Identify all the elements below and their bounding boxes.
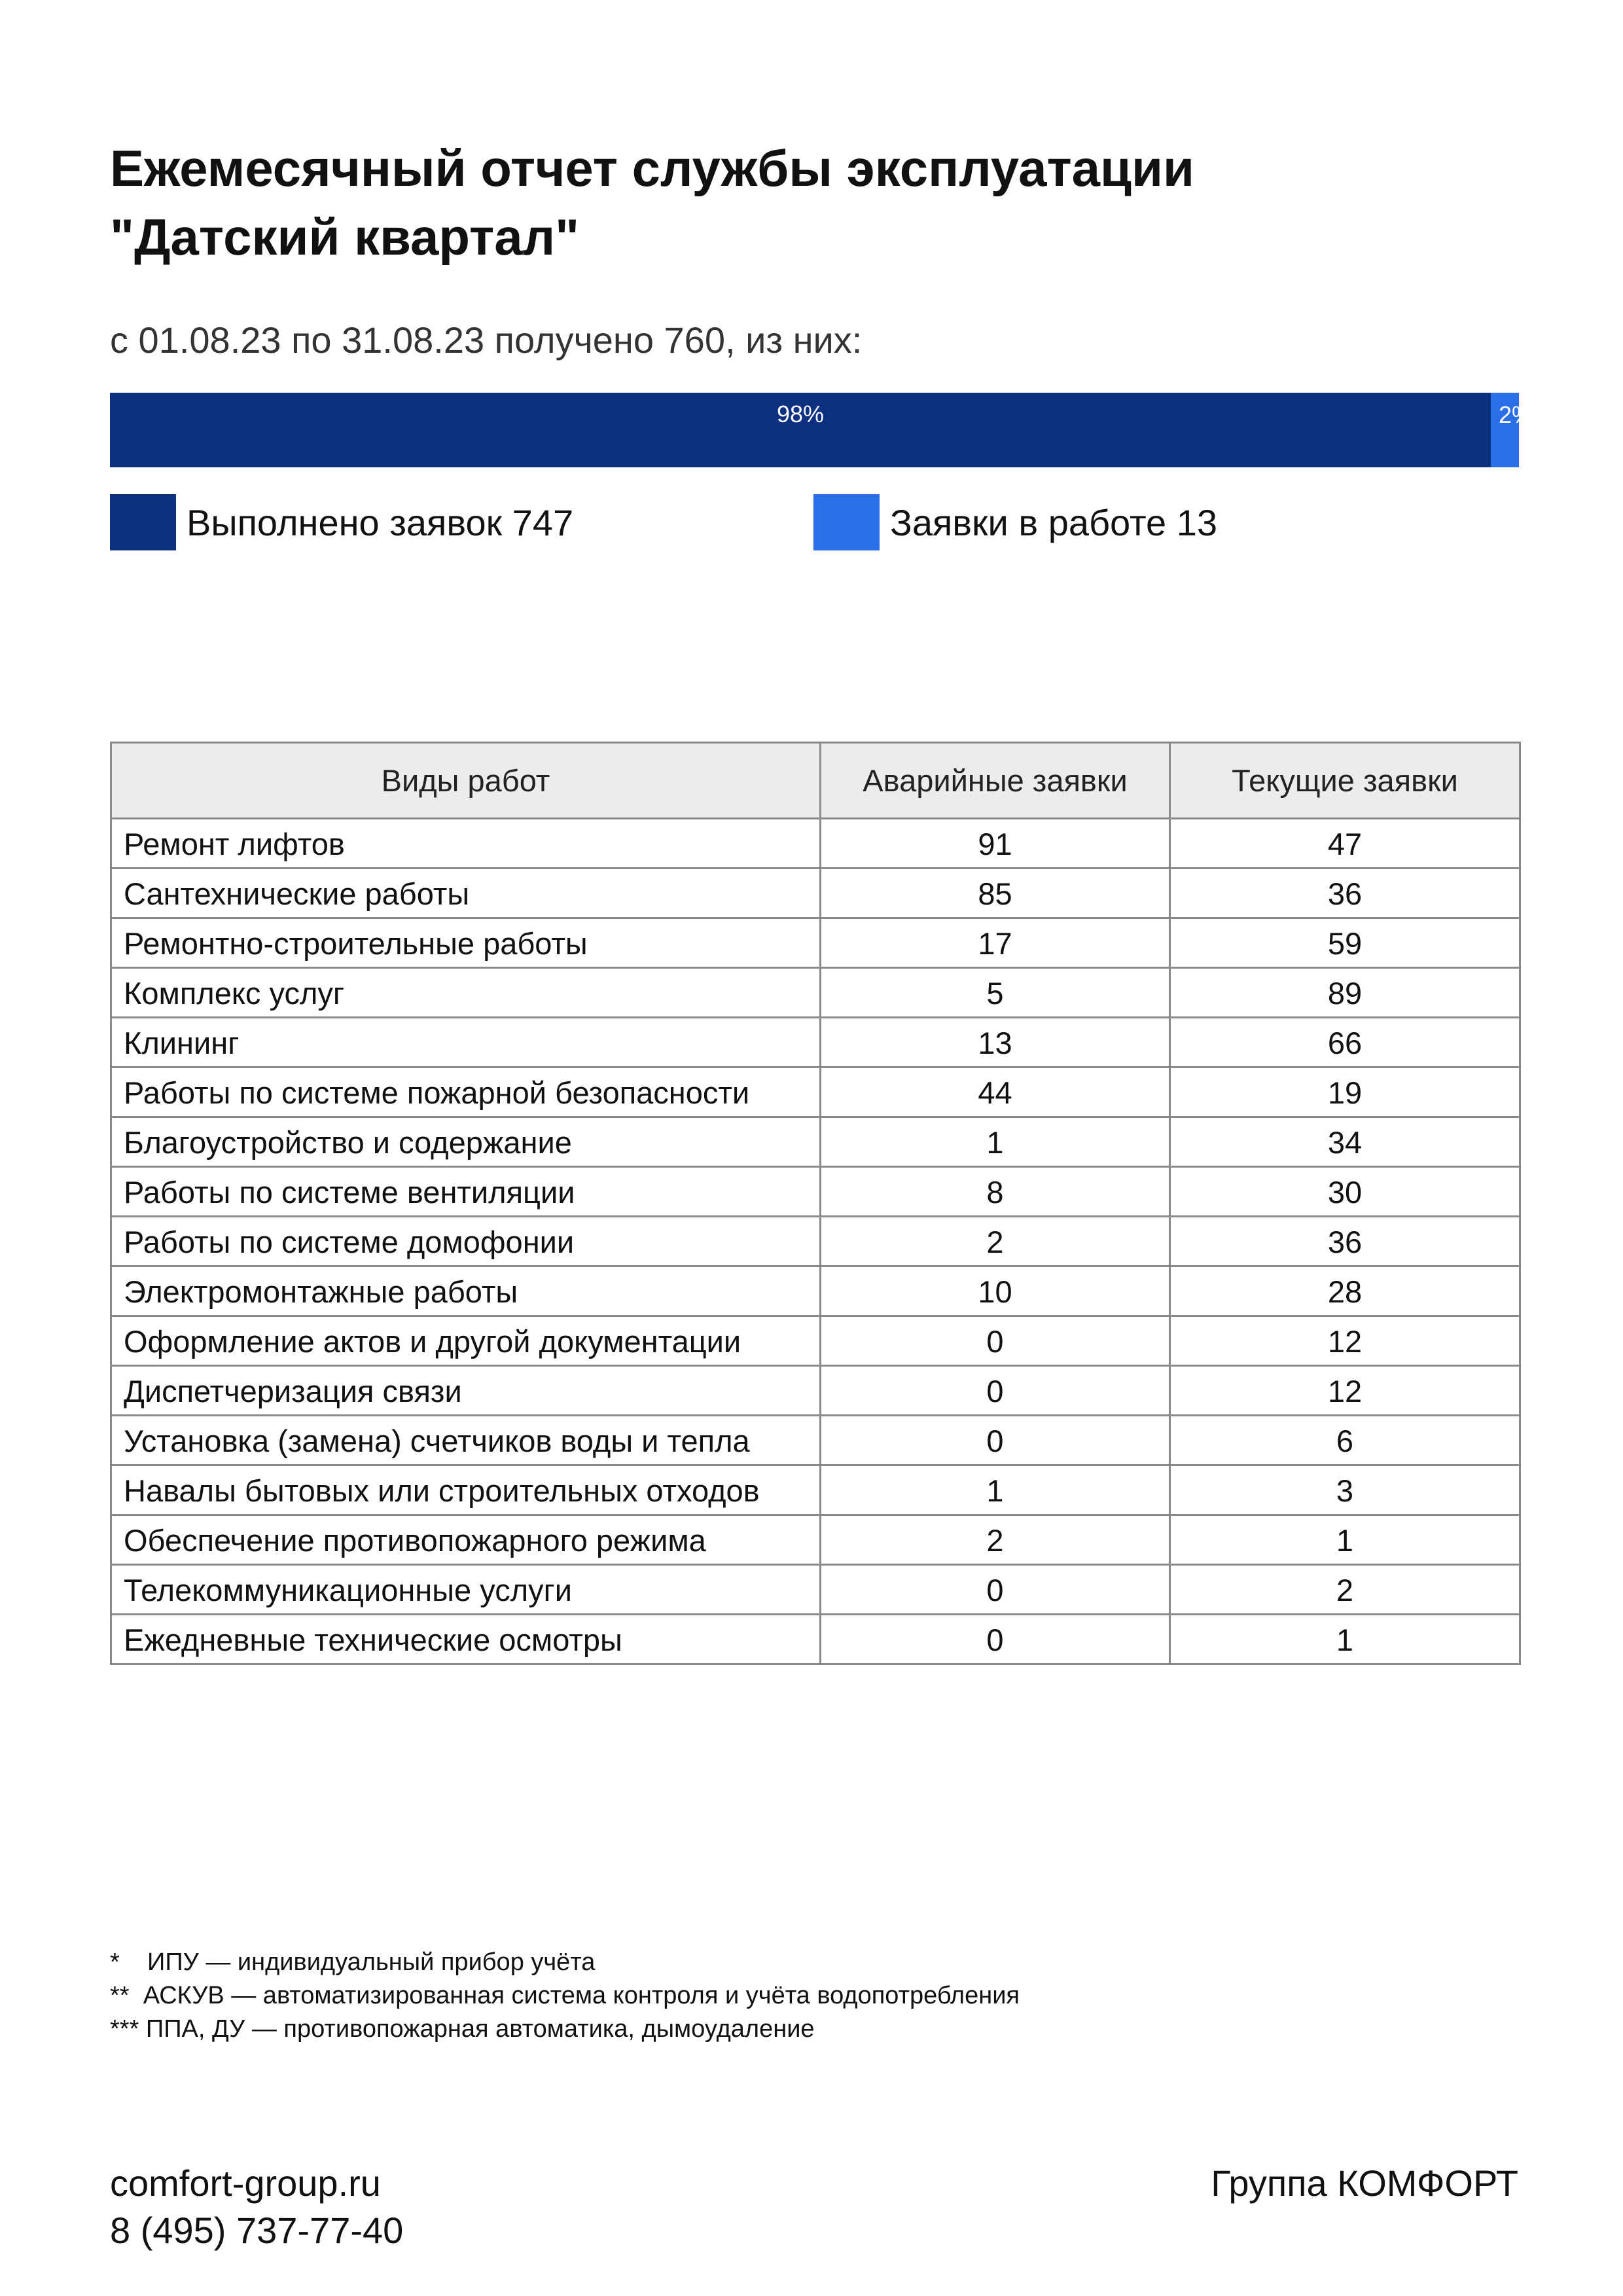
emergency-count-cell: 1 <box>821 1117 1170 1167</box>
current-count-cell: 36 <box>1170 1217 1520 1266</box>
progress-done-segment <box>110 393 1491 467</box>
work-type-cell: Благоустройство и содержание <box>111 1117 821 1167</box>
emergency-count-cell: 0 <box>821 1416 1170 1465</box>
footer-contacts <box>110 2160 403 2254</box>
report-period-summary: с 01.08.23 по 31.08.23 получено 760, из них: <box>110 319 863 361</box>
work-type-cell: Телекоммуникационные услуги <box>111 1565 821 1615</box>
requests-progress-bar <box>110 393 1533 467</box>
current-count-cell: 30 <box>1170 1167 1520 1217</box>
emergency-count-cell: 1 <box>821 1465 1170 1515</box>
current-count-cell: 47 <box>1170 819 1520 869</box>
footer-website: comfort-group.ru <box>110 2162 381 2204</box>
emergency-count-cell: 0 <box>821 1366 1170 1416</box>
current-count-cell: 12 <box>1170 1366 1520 1416</box>
work-type-cell: Работы по системе домофонии <box>111 1217 821 1266</box>
table-row <box>111 1366 1520 1416</box>
work-type-cell: Работы по системе вентиляции <box>111 1167 821 1217</box>
table-row <box>111 1067 1520 1117</box>
emergency-count-cell: 0 <box>821 1316 1170 1366</box>
progress-done-percent: 98% <box>776 401 824 427</box>
current-count-cell: 59 <box>1170 918 1520 968</box>
footer-company: Группа КОМФОРТ <box>1211 2162 1518 2204</box>
work-type-cell: Оформление актов и другой документации <box>111 1316 821 1366</box>
current-count-cell: 1 <box>1170 1515 1520 1565</box>
work-type-cell: Обеспечение противопожарного режима <box>111 1515 821 1565</box>
legend-label-in-work: Заявки в работе 13 <box>890 501 1217 543</box>
progress-in-work-percent: 2% <box>1498 401 1533 428</box>
current-count-cell: 19 <box>1170 1067 1520 1117</box>
report-title-line-1: Ежемесячный отчет службы эксплуатации <box>110 139 1194 197</box>
table-row <box>111 1615 1520 1664</box>
table-row <box>111 968 1520 1018</box>
emergency-count-cell: 0 <box>821 1565 1170 1615</box>
column-header-emergency: Аварийные заявки <box>821 743 1170 819</box>
legend-swatch-done <box>110 494 176 550</box>
table-row <box>111 1217 1520 1266</box>
current-count-cell: 6 <box>1170 1416 1520 1465</box>
emergency-count-cell: 44 <box>821 1067 1170 1117</box>
work-type-cell: Диспетчеризация связи <box>111 1366 821 1416</box>
current-count-cell: 89 <box>1170 968 1520 1018</box>
table-row <box>111 1515 1520 1565</box>
current-count-cell: 2 <box>1170 1565 1520 1615</box>
emergency-count-cell: 13 <box>821 1018 1170 1067</box>
emergency-count-cell: 85 <box>821 869 1170 918</box>
emergency-count-cell: 2 <box>821 1217 1170 1266</box>
work-type-cell: Установка (замена) счетчиков воды и тепла <box>111 1416 821 1465</box>
footnotes <box>110 1946 1020 2046</box>
work-type-cell: Комплекс услуг <box>111 968 821 1018</box>
emergency-count-cell: 0 <box>821 1615 1170 1664</box>
report-title <box>110 134 1517 272</box>
table-row <box>111 1316 1520 1366</box>
work-type-cell: Ежедневные технические осмотры <box>111 1615 821 1664</box>
emergency-count-cell: 91 <box>821 819 1170 869</box>
current-count-cell: 12 <box>1170 1316 1520 1366</box>
work-type-cell: Клининг <box>111 1018 821 1067</box>
table-row <box>111 819 1520 869</box>
footnote-ipu: * ИПУ — индивидуальный прибор учёта <box>110 1948 596 1976</box>
table-row <box>111 869 1520 918</box>
current-count-cell: 36 <box>1170 869 1520 918</box>
table-row <box>111 918 1520 968</box>
table-body <box>111 819 1520 1664</box>
table-row <box>111 1465 1520 1515</box>
emergency-count-cell: 2 <box>821 1515 1170 1565</box>
work-type-cell: Ремонт лифтов <box>111 819 821 869</box>
current-count-cell: 28 <box>1170 1266 1520 1316</box>
legend-swatch-in-work <box>813 494 880 550</box>
legend-item-done <box>110 494 573 550</box>
footnote-askuv: ** АСКУВ — автоматизированная система контроля и учёта водопотребления <box>110 1982 1020 2009</box>
emergency-count-cell: 17 <box>821 918 1170 968</box>
current-count-cell: 1 <box>1170 1615 1520 1664</box>
legend-item-in-work <box>813 494 1217 550</box>
work-type-cell: Работы по системе пожарной безопасности <box>111 1067 821 1117</box>
column-header-work-type: Виды работ <box>111 743 821 819</box>
current-count-cell: 34 <box>1170 1117 1520 1167</box>
emergency-count-cell: 8 <box>821 1167 1170 1217</box>
footer-phone: 8 (495) 737-77-40 <box>110 2210 404 2251</box>
column-header-current: Текущие заявки <box>1170 743 1520 819</box>
emergency-count-cell: 10 <box>821 1266 1170 1316</box>
footnote-ppa: *** ППА, ДУ — противопожарная автоматика, дымоудаление <box>110 2015 815 2043</box>
current-count-cell: 66 <box>1170 1018 1520 1067</box>
table-row <box>111 1565 1520 1615</box>
table-row <box>111 1167 1520 1217</box>
table-row <box>111 1266 1520 1316</box>
current-count-cell: 3 <box>1170 1465 1520 1515</box>
table-row <box>111 1117 1520 1167</box>
report-title-line-2: "Датский квартал" <box>110 208 580 266</box>
table-header-row <box>111 743 1520 819</box>
work-type-cell: Электромонтажные работы <box>111 1266 821 1316</box>
progress-in-work-segment <box>1491 393 1533 467</box>
table-row <box>111 1416 1520 1465</box>
table-row <box>111 1018 1520 1067</box>
legend-label-done: Выполнено заявок 747 <box>187 501 574 543</box>
work-types-table <box>110 742 1521 1665</box>
work-type-cell: Навалы бытовых или строительных отходов <box>111 1465 821 1515</box>
emergency-count-cell: 5 <box>821 968 1170 1018</box>
work-type-cell: Ремонтно-строительные работы <box>111 918 821 968</box>
work-type-cell: Сантехнические работы <box>111 869 821 918</box>
